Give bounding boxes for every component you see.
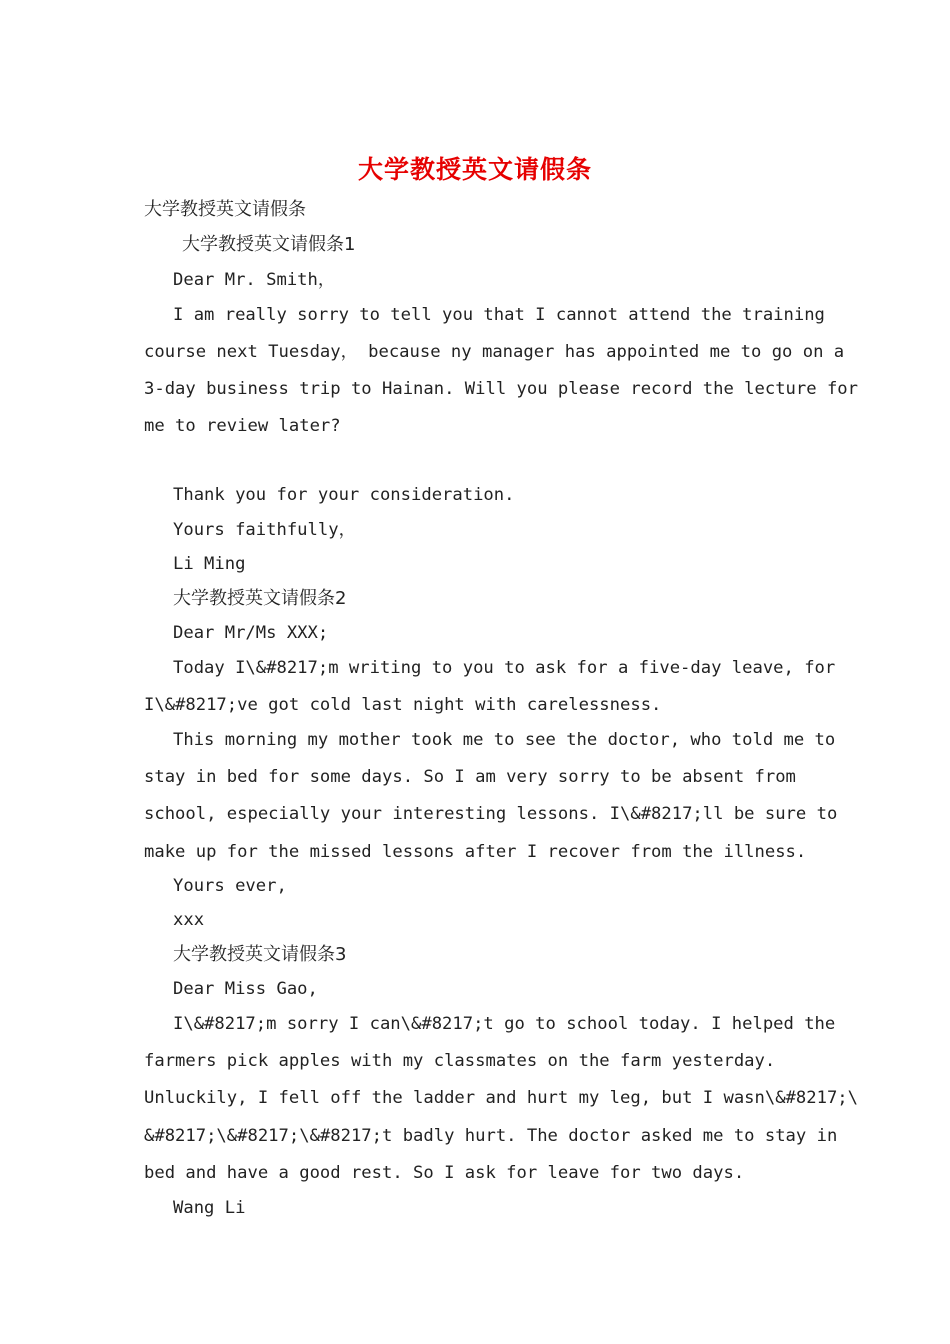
letter1-closing: Yours faithfully，	[173, 520, 356, 540]
letter3-body-line: &#8217;\&#8217;\&#8217;t badly hurt. The doctor asked me to stay in	[144, 1126, 838, 1146]
section-heading-3: 大学教授英文请假条3	[173, 944, 347, 965]
letter1-signature: Li Ming	[173, 554, 246, 574]
letter3-body-line: bed and have a good rest. So I ask for leave for two days.	[144, 1163, 745, 1183]
letter2-body-line: make up for the missed lessons after I recover from the illness.	[144, 842, 807, 862]
letter2-signature: xxx	[173, 910, 205, 930]
letter2-closing: Yours ever,	[173, 876, 287, 896]
page-title: 大学教授英文请假条	[357, 155, 592, 184]
letter3-salutation: Dear Miss Gao,	[173, 979, 318, 999]
letter3-body-line: I\&#8217;m sorry I can\&#8217;t go to school today. I helped the	[173, 1014, 836, 1034]
letter3-signature: Wang Li	[173, 1198, 246, 1218]
letter2-body-line: I\&#8217;ve got cold last night with carelessness.	[144, 695, 662, 715]
letter1-body-line: 3-day business trip to Hainan. Will you please record the lecture for	[144, 379, 858, 399]
letter2-body-line: stay in bed for some days. So I am very sorry to be absent from	[144, 767, 796, 787]
letter3-body-line: Unluckily, I fell off the ladder and hurt my leg, but I wasn\&#8217;\	[144, 1088, 858, 1108]
letter1-body-line: I am really sorry to tell you that I cannot attend the training	[173, 305, 825, 325]
letter1-body-line: me to review later?	[144, 416, 341, 436]
letter2-body-line: Today I\&#8217;m writing to you to ask for a five-day leave, for	[173, 658, 836, 678]
subtitle: 大学教授英文请假条	[144, 199, 306, 220]
letter2-body-line: This morning my mother took me to see the doctor, who told me to	[173, 730, 836, 750]
letter2-body-line: school, especially your interesting lessons. I\&#8217;ll be sure to	[144, 804, 838, 824]
letter3-body-line: farmers pick apples with my classmates on the farm yesterday.	[144, 1051, 776, 1071]
letter1-body-line: course next Tuesday， because ny manager has appointed me to go on a	[144, 342, 845, 362]
letter1-salutation: Dear Mr. Smith，	[173, 270, 336, 290]
section-heading-1: 大学教授英文请假条1	[182, 234, 356, 255]
letter2-salutation: Dear Mr/Ms XXX;	[173, 623, 329, 643]
section-heading-2: 大学教授英文请假条2	[173, 588, 347, 609]
letter1-thanks: Thank you for your consideration.	[173, 485, 515, 505]
